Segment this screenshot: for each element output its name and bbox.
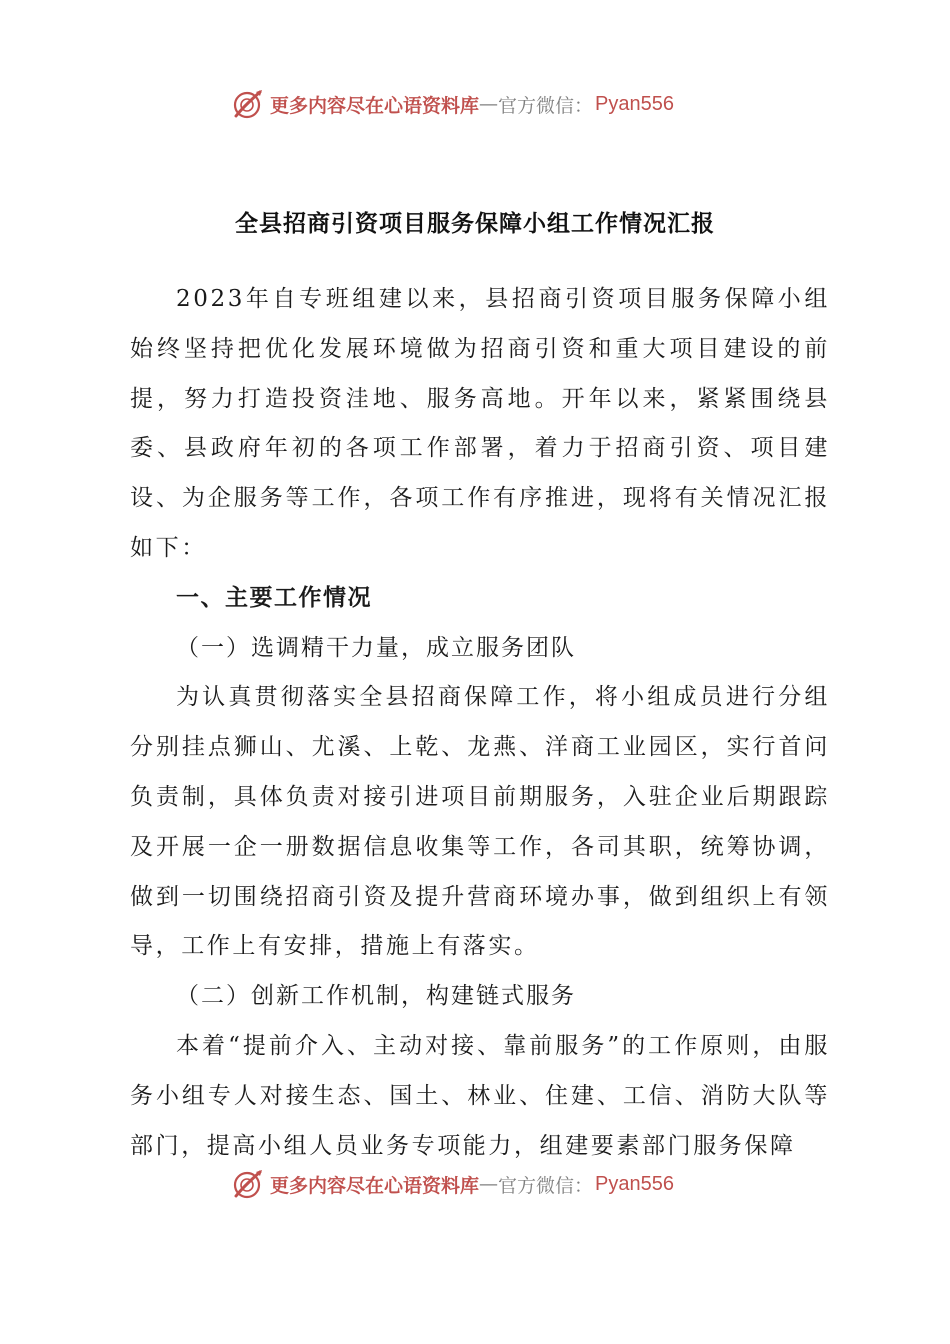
brand-logo-icon: [230, 1166, 266, 1202]
intro-paragraph: 2023年自专班组建以来，县招商引资项目服务保障小组始终坚持把优化发展环境做为招商引资和重大项目建设的前提，努力打造投资洼地、服务高地。开年以来，紧紧围绕县委、县政府年初的各项工作部署，着力于招商引资、项目建设、为企服务等工作，各项工作有序推进，现将有关情况汇报如下：: [130, 286, 830, 561]
body-paragraph: 本着“提前介入、主动对接、靠前服务”的工作原则，由服务小组专人对接生态、国土、林业、住建、工信、消防大队等部门，提高小组人员业务专项能力，组建要素部门服务保障: [130, 1032, 830, 1159]
watermark-dash: —: [479, 1173, 499, 1195]
header-watermark-banner: [0, 84, 950, 124]
document-body: [130, 275, 830, 1171]
subsection-heading: （一）选调精干力量，成立服务团队: [176, 634, 576, 661]
brand-logo-icon: [230, 86, 266, 122]
watermark-main-text: 更多内容尽在心语资料库: [270, 94, 480, 117]
watermark-dash: —: [479, 93, 499, 115]
watermark-wechat-id: Pyan556: [595, 92, 674, 115]
footer-watermark-banner: [0, 1164, 950, 1204]
body-paragraph: 为认真贯彻落实全县招商保障工作，将小组成员进行分组分别挂点狮山、尤溪、上乾、龙燕、洋商工业园区，实行首问负责制，具体负责对接引进项目前期服务，入驻企业后期跟踪及开展一企一册数据信息收集等工作，各司其职，统筹协调，做到一切围绕招商引资及提升营商环境办事，做到组织上有领导，工作上有安排，措施上有落实。: [130, 684, 830, 960]
watermark-wechat-label: 官方微信：: [498, 1174, 594, 1197]
subsection-heading: （二）创新工作机制，构建链式服务: [176, 983, 576, 1010]
document-title: 全县招商引资项目服务保障小组工作情况汇报: [235, 211, 715, 237]
section-heading: 一、主要工作情况: [176, 584, 372, 611]
watermark-wechat-label: 官方微信：: [498, 94, 594, 117]
watermark-main-text: 更多内容尽在心语资料库: [270, 1174, 480, 1197]
watermark-wechat-id: Pyan556: [595, 1172, 674, 1195]
